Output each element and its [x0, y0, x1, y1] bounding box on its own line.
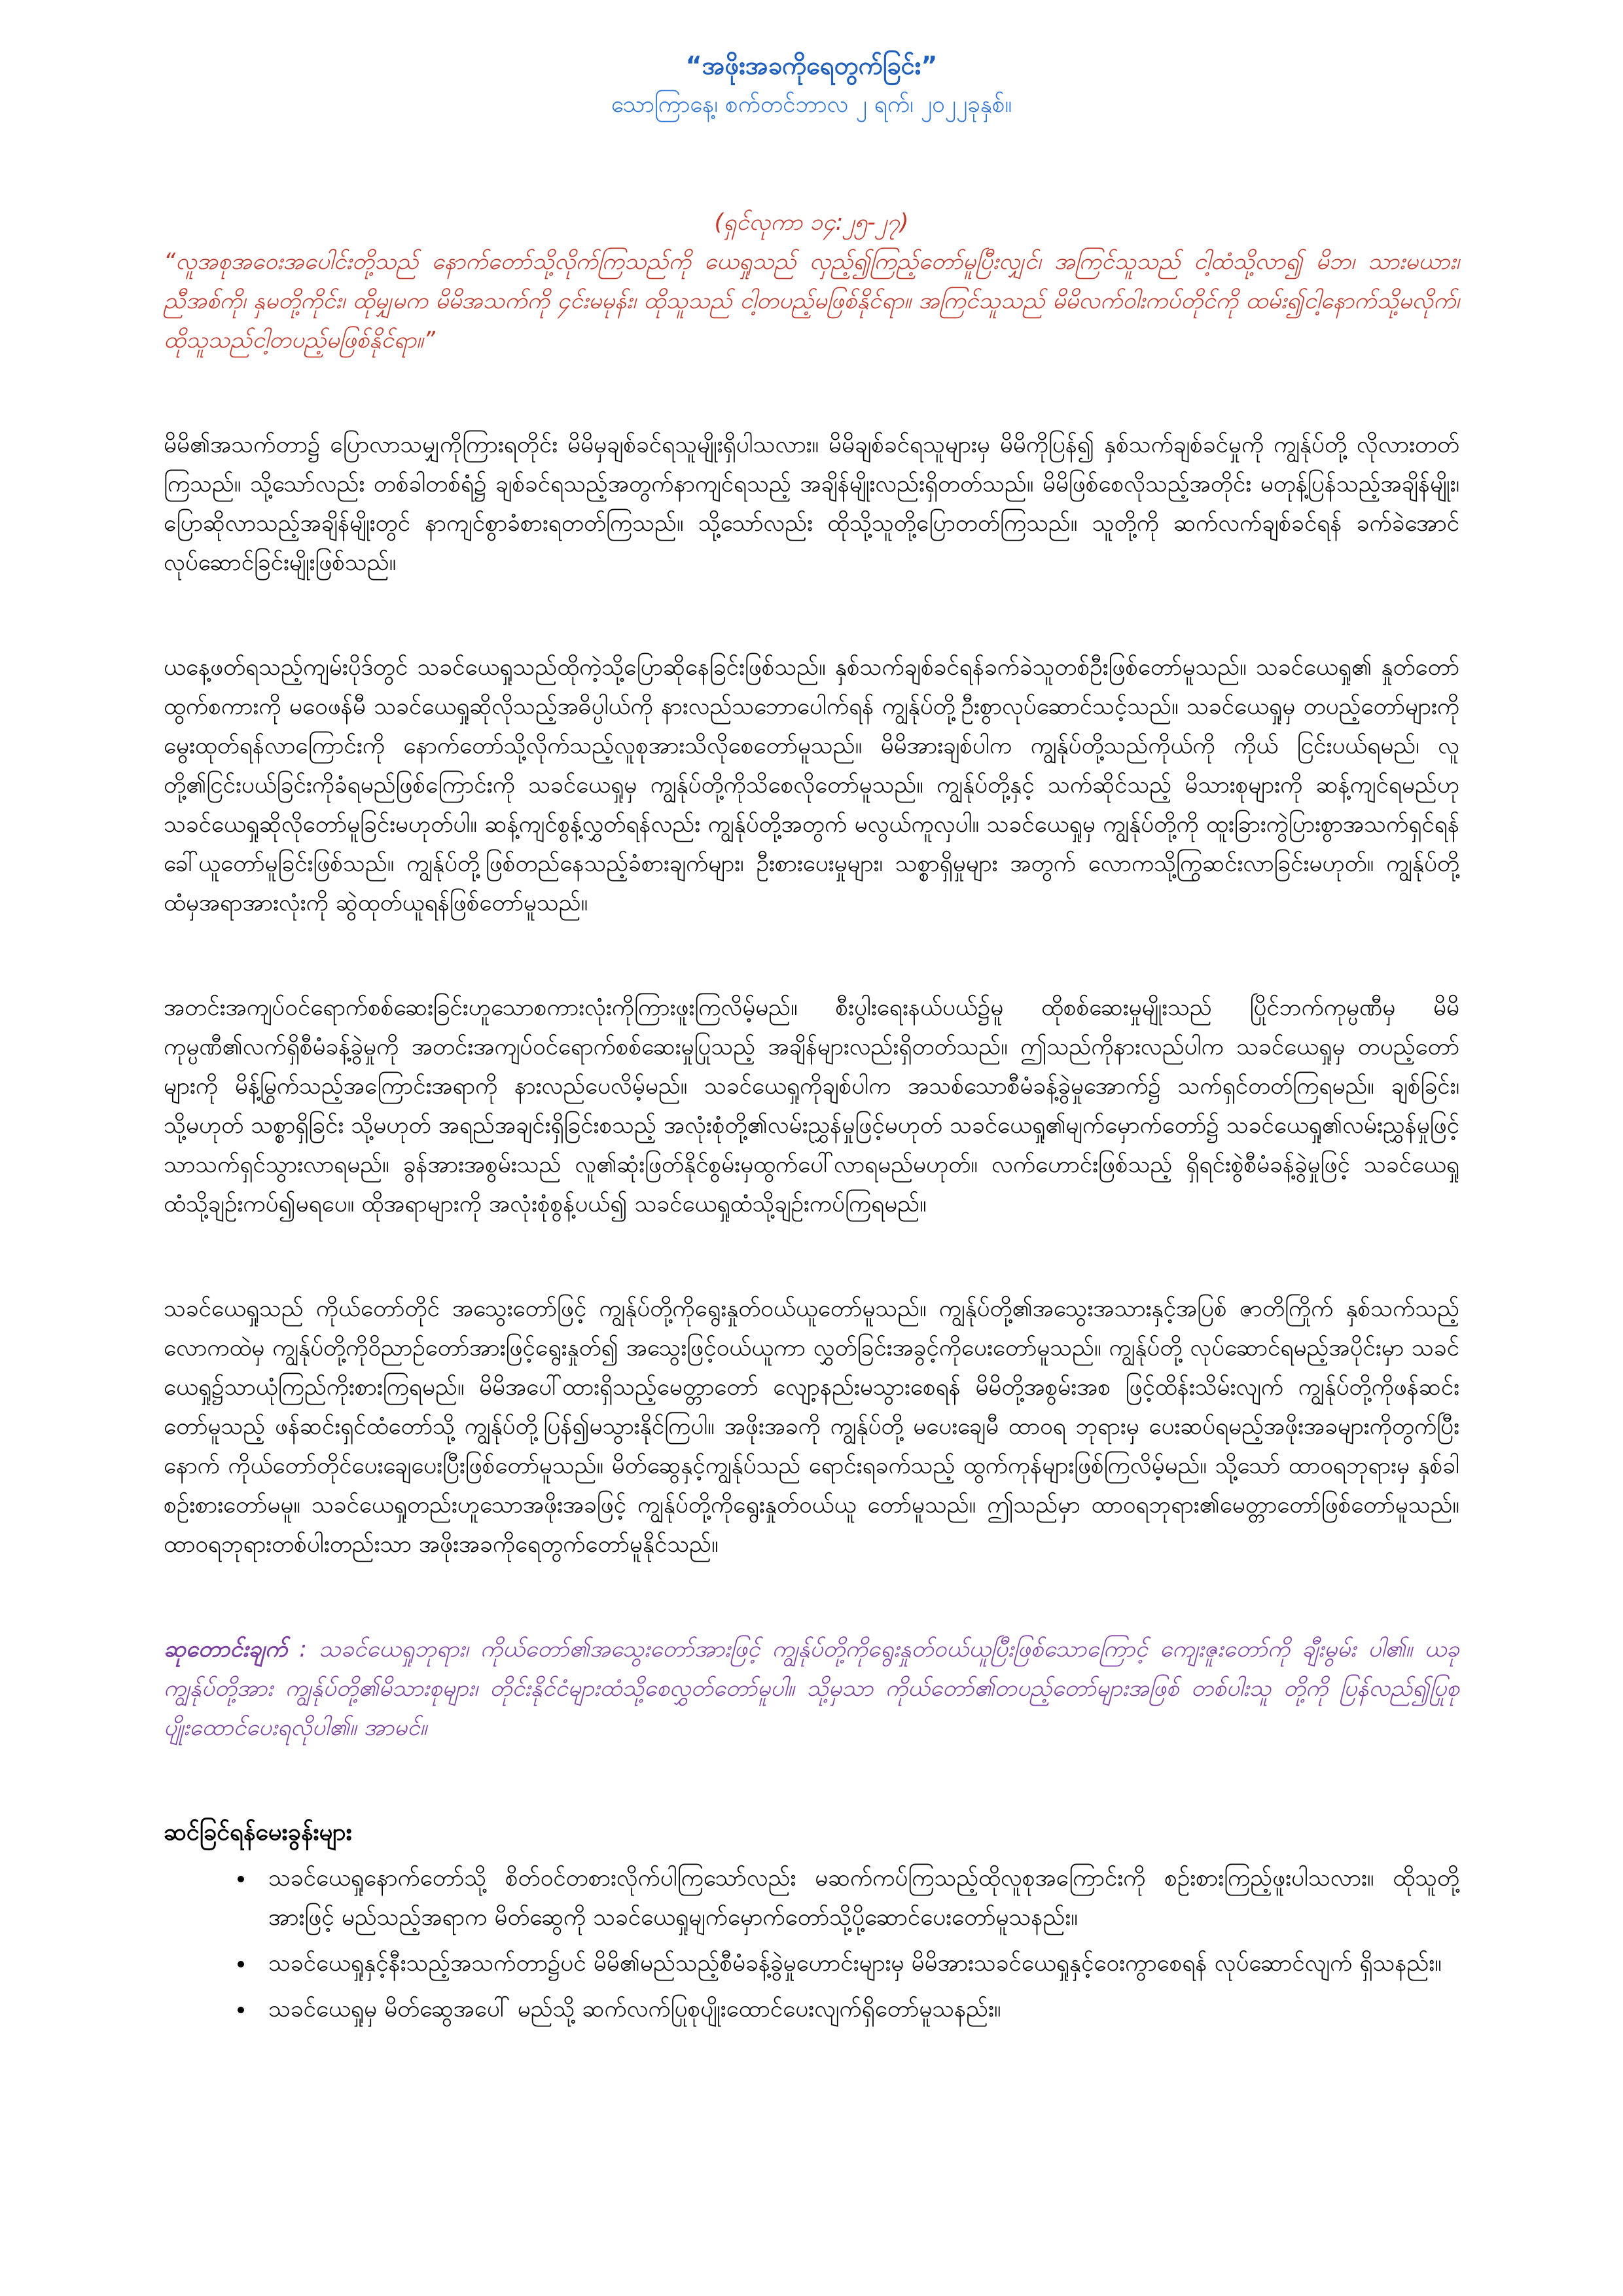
document-date: သောကြာနေ့၊ စက်တင်ဘာလ ၂ ရက်၊ ၂၀၂၂ခုနှစ်။	[611, 92, 1012, 118]
question-item: • သခင်ယေရှုနောက်တော်သို့ စိတ်ဝင်တစားလိုက်ပါကြသော်လည်း မဆက်ကပ်ကြသည့်ထိုလူစုအကြောင်းကို စဉ်းစားကြည့်ဖူးပါသလား။ ထိုသူတို့အားဖြင့် မည်သည့်အရာက မိတ်ဆွေကို သခင်ယေရှုမျက်မှောက်တော်သို့ပို့ဆောင်ပေးတော်မူသနည်း။	[255, 1859, 1459, 1937]
prayer-separator: :	[299, 1636, 308, 1662]
prayer-block	[164, 1630, 1459, 1748]
question-item: • သခင်ယေရှုမှ မိတ်ဆွေအပေါ် မည်သို့ ဆက်လက်ပြုစုပျိုးထောင်ပေးလျက်ရှိတော်မူသနည်း။	[255, 1990, 1459, 2029]
body-paragraph-2: ယနေ့ဖတ်ရသည့်ကျမ်းပိုဒ်တွင် သခင်ယေရှုသည်ထိုကဲ့သို့ပြောဆိုနေခြင်းဖြစ်သည်။ နှစ်သက်ချစ်ခင်ရန်ခက်ခဲသူတစ်ဦးဖြစ်တော်မူသည်။ သခင်ယေရှု၏ နှုတ်တော်ထွက်စကားကို မဝေဖန်မီ သခင်ယေရှုဆိုလိုသည့်အဓိပ္ပါယ်ကို နားလည်သဘောပေါက်ရန် ကျွန်ုပ်တို့ဦးစွာလုပ်ဆောင်သင့်သည်။ သခင်ယေရှုမှ တပည့်တော်များကိုမွေးထုတ်ရန်လာကြောင်းကို နောက်တော်သို့လိုက်သည့်လူစုအားသိလိုစေတော်မူသည်။ မိမိအားချစ်ပါက ကျွန်ုပ်တို့သည်ကိုယ်ကို ကိုယ် ငြင်းပယ်ရမည်၊ လူတို့၏ငြင်းပယ်ခြင်းကိုခံရမည်ဖြစ်ကြောင်းကို သခင်ယေရှုမှ ကျွန်ုပ်တို့ကိုသိစေလိုတော်မူသည်။ ကျွန်ုပ်တို့နှင့် သက်ဆိုင်သည့် မိသားစုများကို ဆန့်ကျင်ရမည်ဟု သခင်ယေရှုဆိုလိုတော်မူခြင်းမဟုတ်ပါ။ ဆန့်ကျင်စွန့်လွှတ်ရန်လည်း ကျွန်ုပ်တို့အတွက် မလွယ်ကူလှပါ။ သခင်ယေရှုမှ ကျွန်ုပ်တို့ကို ထူးခြားကွဲပြားစွာအသက်ရှင်ရန်ခေါ်ယူတော်မူခြင်းဖြစ်သည်။ ကျွန်ုပ်တို့ဖြစ်တည်နေသည့်ခံစားချက်များ၊ ဦးစားပေးမှုများ၊ သစ္စာရှိမှုများ အတွက် လောကသို့ကြွဆင်းလာခြင်းမဟုတ်။ ကျွန်ုပ်တို့ထံမှအရာအားလုံးကို ဆွဲထုတ်ယူရန်ဖြစ်တော်မူသည်။	[164, 655, 1459, 916]
question-item: • သခင်ယေရှုနှင့်နီးသည့်အသက်တာ၌ပင် မိမိ၏မည်သည့်စီမံခန့်ခွဲမှုဟောင်းများမှ မိမိအားသခင်ယေရှုနှင့်ဝေးကွာစေရန် လုပ်ဆောင်လျက် ရှိသနည်း။	[255, 1944, 1459, 1983]
scripture-quote: “လူအစုအဝေးအပေါင်းတို့သည် နောက်တော်သို့လိုက်ကြသည်ကို ယေရှုသည် လှည့်၍ကြည့်တော်မူပြီးလျှင်၊ အကြင်သူသည် ငါ့ထံသို့လာ၍ မိဘ၊ သားမယား၊ ညီအစ်ကို၊ နှမတို့ကိုင်း၊ ထိုမျှမက မိမိအသက်ကို ၄င်းမမုန်း၊ ထိုသူသည် ငါ့တပည့်မဖြစ်နိုင်ရာ။ အကြင်သူသည် မိမိလက်ဝါးကပ်တိုင်ကို ထမ်း၍ငါ့နောက်သို့မလိုက်၊ ထိုသူသည်ငါ့တပည့်မဖြစ်နိုင်ရာ။”	[164, 249, 1459, 353]
body-paragraph-1: မိမိ၏အသက်တာ၌ ပြောလာသမျှကိုကြားရတိုင်း မိမိမှချစ်ခင်ရသူမျိုးရှိပါသလား။ မိမိချစ်ခင်ရသူများမှ မိမိကိုပြန်၍ နှစ်သက်ချစ်ခင်မှုကို ကျွန်ုပ်တို့ လိုလားတတ်ကြသည်။ သို့သော်လည်း တစ်ခါတစ်ရံ၌ ချစ်ခင်ရသည့်အတွက်နာကျင်ရသည့် အချိန်မျိုးလည်းရှိတတ်သည်။ မိမိဖြစ်စေလိုသည့်အတိုင်း မတုန့်ပြန်သည့်အချိန်မျိုး၊ ပြောဆိုလာသည့်အချိန်မျိုးတွင် နာကျင်စွာခံစားရတတ်ကြသည်။ သို့သော်လည်း ထိုသို့သူတို့ပြောတတ်ကြသည်။ သူတို့ကို ဆက်လက်ချစ်ခင်ရန် ခက်ခဲအောင်လုပ်ဆောင်ခြင်းမျိုးဖြစ်သည်။	[164, 432, 1459, 576]
document-title: “အဖိုးအခကိုရေတွက်ခြင်း”	[685, 51, 938, 80]
body-paragraph-3: အတင်းအကျပ်ဝင်ရောက်စစ်ဆေးခြင်းဟူသောစကားလုံးကိုကြားဖူးကြလိမ့်မည်။ စီးပွါးရေးနယ်ပယ်၌မူ ထိုစစ်ဆေးမှုမျိုးသည် ပြိုင်ဘက်ကုမ္ပဏီမှ မိမိကုမ္ပဏီ၏လက်ရှိစီမံခန့်ခွဲမှုကို အတင်းအကျပ်ဝင်ရောက်စစ်ဆေးမှုပြုသည့် အချိန်များလည်းရှိတတ်သည်။ ဤသည်ကိုနားလည်ပါက သခင်ယေရှုမှ တပည့်တော်များကို မိန့်မြွက်သည့်အကြောင်းအရာကို နားလည်ပေလိမ့်မည်။ သခင်ယေရှုကိုချစ်ပါက အသစ်သောစီမံခန့်ခွဲမှုအောက်၌ သက်ရှင်တတ်ကြရမည်။ ချစ်ခြင်း၊ သို့မဟုတ် သစ္စာရှိခြင်း သို့မဟုတ် အရည်အချင်းရှိခြင်းစသည့် အလုံးစုံတို့၏လမ်းညွှန်မှုဖြင့်မဟုတ် သခင်ယေရှု၏မျက်မှောက်တော်၌ သခင်ယေရှု၏လမ်းညွှန်မှုဖြင့်သာသက်ရှင်သွားလာရမည်။ ခွန်အားအစွမ်းသည် လူ၏ဆုံးဖြတ်နိုင်စွမ်းမှထွက်ပေါ်လာရမည်မဟုတ်။ လက်ဟောင်းဖြစ်သည့် ရှိရင်းစွဲစီမံခန့်ခွဲမှုဖြင့် သခင်ယေရှုထံသို့ချဉ်းကပ်၍မရပေ။ ထိုအရာများကို အလုံးစုံစွန့်ပယ်၍ သခင်ယေရှုထံသို့ချဉ်းကပ်ကြရမည်။	[164, 995, 1459, 1217]
prayer-text: သခင်ယေရှုဘုရား၊ ကိုယ်တော်၏အသွေးတော်အားဖြင့် ကျွန်ုပ်တို့ကိုရွေးနှုတ်ဝယ်ယူပြီးဖြစ်သောကြောင့် ကျေးဇူးတော်ကို ချီးမွမ်း ပါ၏။ ယခု ကျွန်ုပ်တို့အား ကျွန်ုပ်တို့၏မိသားစုများ၊ တိုင်းနိုင်ငံများထံသို့စေလွှတ်တော်မူပါ။ သို့မှသာ ကိုယ်တော်၏တပည့်တော်များအဖြစ် တစ်ပါးသူ တို့ကို ပြန်လည်၍ပြုစုပျိုးထောင်ပေးရလိုပါ၏။ အာမင်။	[164, 1636, 1459, 1741]
body-paragraph-4: သခင်ယေရှုသည် ကိုယ်တော်တိုင် အသွေးတော်ဖြင့် ကျွန်ုပ်တို့ကိုရွေးနှုတ်ဝယ်ယူတော်မူသည်။ ကျွန်ုပ်တို့၏အသွေးအသားနှင့်အပြစ် ဇာတိကြိုက် နှစ်သက်သည့်လောကထဲမှ ကျွန်ုပ်တို့ကိုဝိညာဉ်တော်အားဖြင့်ရွေးနှုတ်၍ အသွေးဖြင့်ဝယ်ယူကာ လွှတ်ခြင်းအခွင့်ကိုပေးတော်မူသည်။ ကျွန်ုပ်တို့ လုပ်ဆောင်ရမည့်အပိုင်းမှာ သခင်ယေရှု၌သာယုံကြည်ကိုးစားကြရမည်။ မိမိအပေါ်ထားရှိသည့်မေတ္တာတော် လျော့နည်းမသွားစေရန် မိမိတို့အစွမ်းအစ ဖြင့်ထိန်းသိမ်းလျက် ကျွန်ုပ်တို့ကိုဖန်ဆင်းတော်မူသည့် ဖန်ဆင်းရှင်ထံတော်သို့ ကျွန်ုပ်တို့ပြန်၍မသွားနိုင်ကြပါ။ အဖိုးအခကို ကျွန်ုပ်တို့ မပေးချေမီ ထာဝရ ဘုရားမှ ပေးဆပ်ရမည့်အဖိုးအခများကိုတွက်ပြီးနောက် ကိုယ်တော်တိုင်ပေးချေပေးပြီးဖြစ်တော်မူသည်။ မိတ်ဆွေနှင့်ကျွန်ုပ်သည် ရောင်းရခက်သည့် ထွက်ကုန်များဖြစ်ကြလိမ့်မည်။ သို့သော် ထာဝရဘုရားမှ နှစ်ခါစဉ်းစားတော်မမူ။ သခင်ယေရှုတည်းဟူသောအဖိုးအခဖြင့် ကျွန်ုပ်တို့ကိုရွေးနှုတ်ဝယ်ယူ တော်မူသည်။ ဤသည်မှာ ထာဝရဘုရား၏မေတ္တာတော်ဖြစ်တော်မူသည်။ ထာဝရဘုရားတစ်ပါးတည်းသာ အဖိုးအခကိုရေတွက်တော်မူနိုင်သည်။	[164, 1296, 1459, 1558]
scripture-reference: (ရှင်လုကာ ၁၄:၂၅-၂၇)	[714, 209, 909, 236]
questions-list	[164, 1859, 1459, 2029]
questions-heading: ဆင်ခြင်ရန်မေးခွန်းများ	[164, 1819, 352, 1846]
prayer-label: ဆုတောင်းချက်	[164, 1636, 288, 1662]
